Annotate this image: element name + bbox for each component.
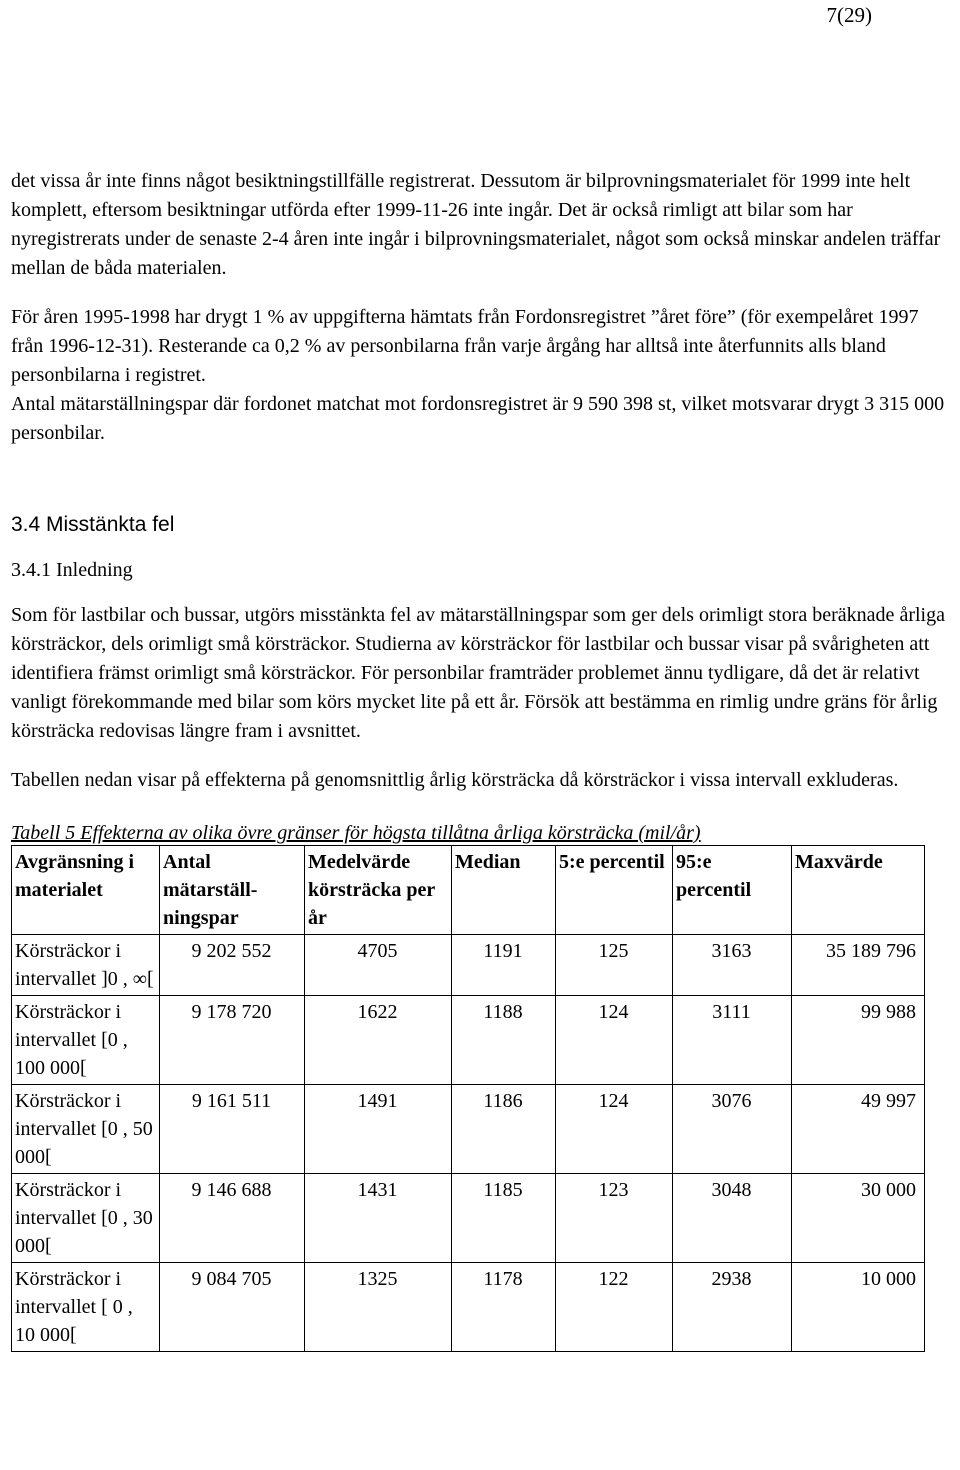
cell-max: 49 997 (792, 1085, 925, 1174)
header-max: Maxvärde (792, 846, 925, 935)
row-label: Körsträckor i intervallet [ 0 , 10 000[ (12, 1263, 160, 1352)
cell-max: 30 000 (792, 1174, 925, 1263)
paragraph-intro: det vissa år inte finns något besiktningstillfälle registrerat. Dessutom är bilprovningsmaterialet för 1999 inte helt komplett, eftersom besiktningar utförda efter 1999-11-26 inte ingår. Det är också rimligt att bilar som har nyregistrerats under de senaste 2-4 åren inte ingår i bilprovningsmaterialet, något som också minskar andelen träffar mellan de båda materialen. (11, 170, 941, 279)
page-number: 7(29) (826, 3, 872, 27)
header-median: Median (452, 846, 556, 935)
paragraph-registry: För åren 1995-1998 har drygt 1 % av uppgifterna hämtats från Fordonsregistret ”året före” (för exempelåret 1997 från 1996-12-31). Resterande ca 0,2 % av personbilarna från varje årgång har alltså inte återfunnits alls bland personbilarna i registret. (11, 306, 919, 386)
cell-mean: 1325 (305, 1263, 452, 1352)
table-row (12, 935, 925, 996)
table-row (12, 1263, 925, 1352)
paragraph-table-intro: Tabellen nedan visar på effekterna på genomsnittlig årlig körsträcka då körsträckor i vissa intervall exkluderas. (11, 769, 899, 791)
cell-p5: 124 (556, 996, 673, 1085)
section-heading: 3.4 Misstänkta fel (11, 513, 175, 536)
cell-mean: 1491 (305, 1085, 452, 1174)
cell-p95: 3076 (673, 1085, 792, 1174)
cell-p95: 2938 (673, 1263, 792, 1352)
row-label: Körsträckor i intervallet [0 , 30 000[ (12, 1174, 160, 1263)
results-table (11, 845, 925, 1352)
cell-p5: 125 (556, 935, 673, 996)
cell-median: 1178 (452, 1263, 556, 1352)
cell-p5: 122 (556, 1263, 673, 1352)
table-row (12, 1085, 925, 1174)
cell-p95: 3163 (673, 935, 792, 996)
table-row (12, 1174, 925, 1263)
cell-max: 99 988 (792, 996, 925, 1085)
cell-median: 1191 (452, 935, 556, 996)
cell-count: 9 161 511 (160, 1085, 305, 1174)
cell-p5: 123 (556, 1174, 673, 1263)
header-mean: Medelvärde körsträcka per år (305, 846, 452, 935)
table-row (12, 996, 925, 1085)
cell-max: 35 189 796 (792, 935, 925, 996)
cell-median: 1185 (452, 1174, 556, 1263)
row-label: Körsträckor i intervallet ]0 , ∞[ (12, 935, 160, 996)
cell-count: 9 146 688 (160, 1174, 305, 1263)
cell-median: 1188 (452, 996, 556, 1085)
cell-mean: 4705 (305, 935, 452, 996)
row-label: Körsträckor i intervallet [0 , 100 000[ (12, 996, 160, 1085)
header-scope: Avgränsning i materialet (12, 846, 160, 935)
cell-mean: 1431 (305, 1174, 452, 1263)
header-count: Antal mätarställ-ningspar (160, 846, 305, 935)
cell-p5: 124 (556, 1085, 673, 1174)
cell-mean: 1622 (305, 996, 452, 1085)
header-p95: 95:e percentil (673, 846, 792, 935)
cell-p95: 3111 (673, 996, 792, 1085)
cell-count: 9 202 552 (160, 935, 305, 996)
header-p5: 5:e percentil (556, 846, 673, 935)
cell-p95: 3048 (673, 1174, 792, 1263)
paragraph-count: Antal mätarställningspar där fordonet matchat mot fordonsregistret är 9 590 398 st, vilket motsvarar drygt 3 315 000 personbilar. (11, 393, 945, 444)
row-label: Körsträckor i intervallet [0 , 50 000[ (12, 1085, 160, 1174)
table-header-row (12, 846, 925, 935)
paragraph-suspected-errors: Som för lastbilar och bussar, utgörs misstänkta fel av mätarställningspar som ger dels orimligt stora beräknade årliga körsträckor, dels orimligt små körsträckor. Studierna av körsträckor för lastbilar och bussar visar på svårigheten att identifiera främst orimligt små körsträckor. För personbilar framträder problemet ännu tydligare, då det är relativt vanligt förekommande med bilar som körs mycket lite på ett år. Försök att bestämma en rimlig undre gräns för årlig körsträcka redovisas längre fram i avsnittet. (11, 604, 945, 742)
document-body (11, 167, 946, 1352)
cell-max: 10 000 (792, 1263, 925, 1352)
cell-median: 1186 (452, 1085, 556, 1174)
cell-count: 9 084 705 (160, 1263, 305, 1352)
cell-count: 9 178 720 (160, 996, 305, 1085)
table-caption: Tabell 5 Effekterna av olika övre gränser för högsta tillåtna årliga körsträcka (mil/år) (11, 822, 701, 844)
subsection-heading: 3.4.1 Inledning (11, 559, 133, 581)
